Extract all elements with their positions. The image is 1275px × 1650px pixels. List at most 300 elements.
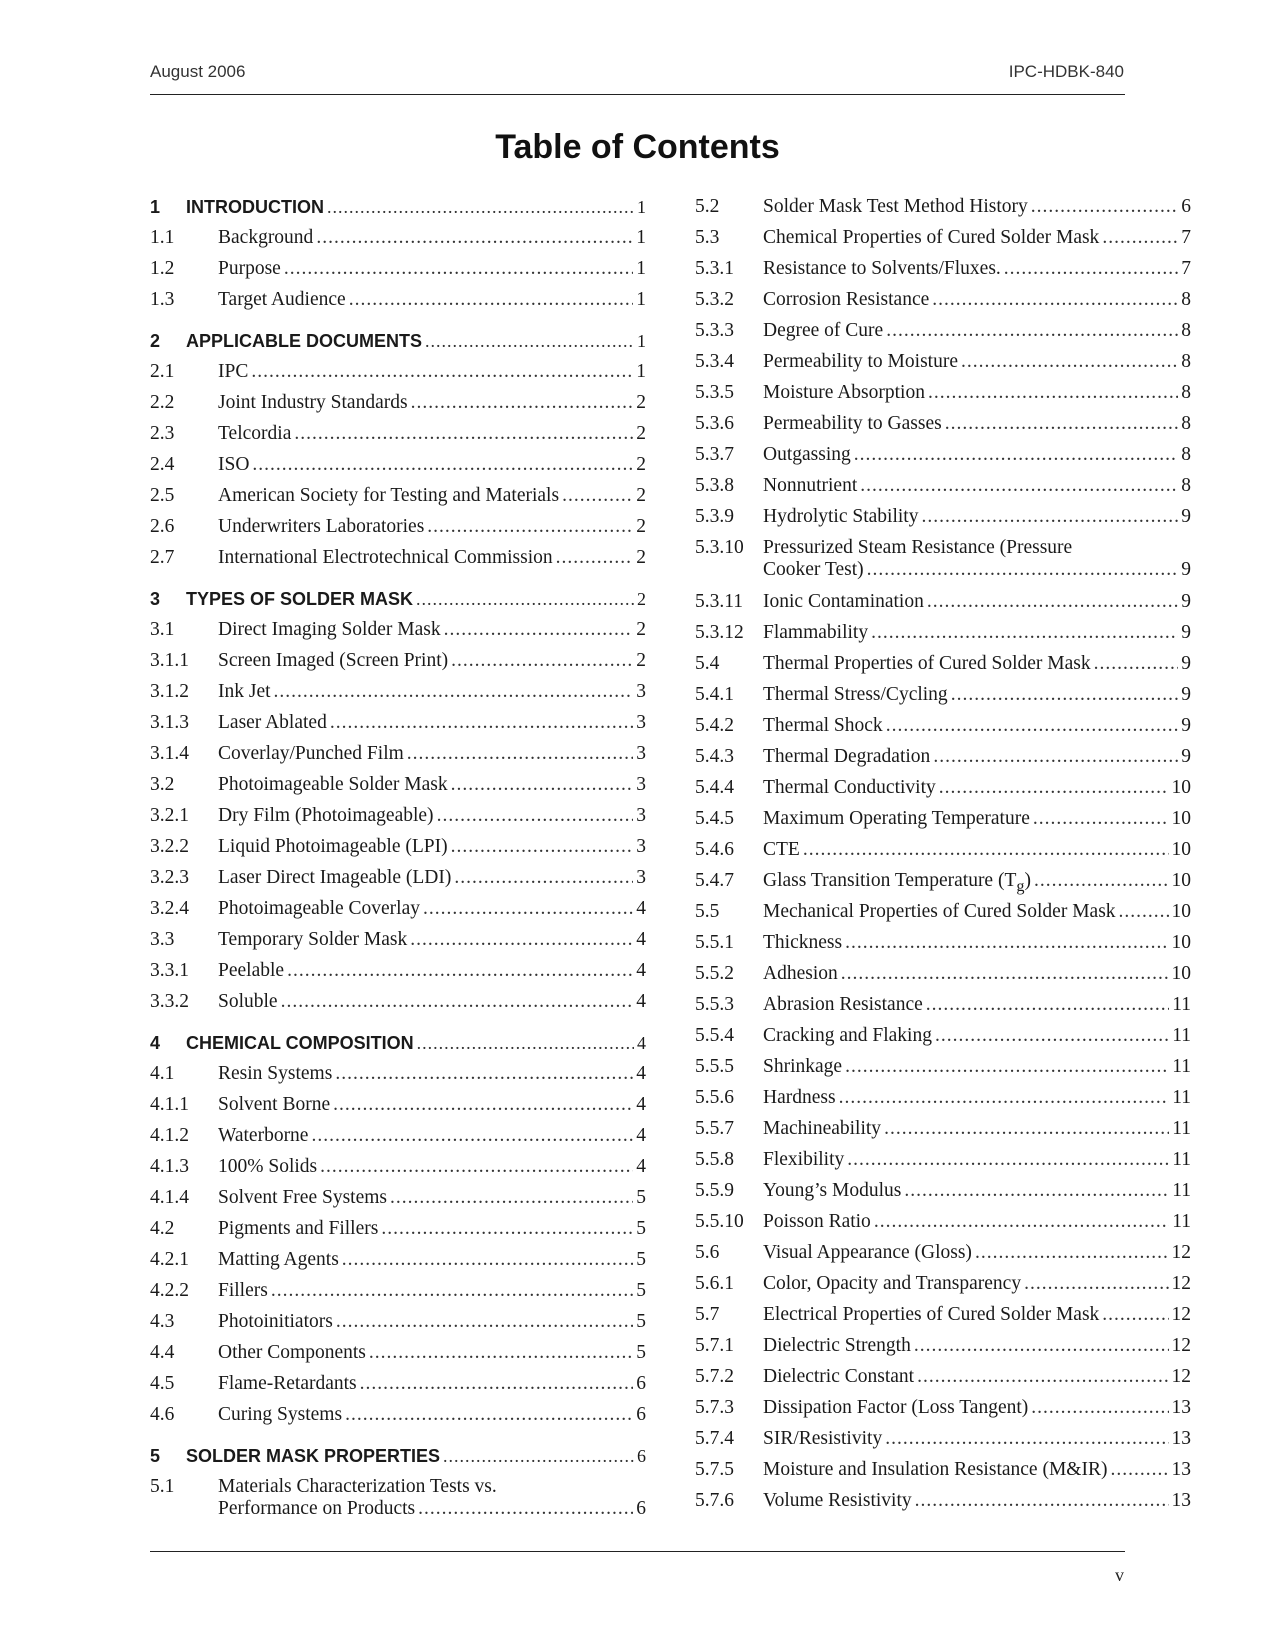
toc-entry-number: 2.3 — [150, 423, 175, 444]
toc-entry-number: 5.7.5 — [695, 1459, 734, 1480]
toc-entry-line — [763, 746, 1191, 768]
toc-entry-page: 5 — [636, 1187, 646, 1208]
toc-entry[interactable] — [695, 777, 1191, 808]
toc-entry-title-text: Corrosion Resistance — [763, 289, 930, 310]
dot-leader — [311, 1125, 633, 1147]
toc-entry-number: 3.1.2 — [150, 681, 189, 702]
toc-entry[interactable] — [695, 382, 1191, 413]
toc-entry-line — [218, 1187, 646, 1209]
toc-entry-number: 3.2.3 — [150, 867, 189, 888]
toc-entry-line — [763, 963, 1191, 985]
dot-leader — [281, 991, 634, 1013]
toc-entry-page: 3 — [636, 867, 646, 888]
toc-entry[interactable] — [695, 746, 1191, 777]
toc-entry-body — [763, 1397, 1191, 1419]
toc-entry[interactable] — [150, 681, 646, 712]
toc-entry-body — [763, 1490, 1191, 1512]
toc-entry-number: 5.4.6 — [695, 839, 734, 860]
toc-entry-body — [218, 1476, 646, 1520]
toc-entry-title — [763, 258, 1001, 280]
toc-entry-body — [763, 1025, 1191, 1047]
toc-entry-title — [763, 1025, 932, 1047]
toc-entry-body — [218, 1063, 646, 1085]
dot-leader — [904, 1180, 1169, 1202]
toc-entry-line — [763, 506, 1191, 528]
toc-entry[interactable] — [695, 653, 1191, 684]
toc-entry-title — [763, 870, 1031, 897]
toc-entry[interactable] — [695, 1118, 1191, 1149]
toc-entry[interactable] — [150, 929, 646, 960]
toc-entry-line — [763, 1273, 1191, 1295]
toc-entry-body — [763, 1056, 1191, 1078]
toc-entry-title — [218, 991, 278, 1013]
toc-entry-body — [763, 475, 1191, 497]
toc-entry-page: 10 — [1171, 839, 1191, 860]
toc-entry[interactable] — [150, 1063, 646, 1094]
toc-entry-line — [218, 960, 646, 982]
toc-entry-body — [218, 1280, 646, 1302]
toc-entry-number: 3.2.1 — [150, 805, 189, 826]
toc-entry-page: 10 — [1171, 932, 1191, 953]
toc-entry-page: 10 — [1171, 808, 1191, 829]
toc-entry-body — [763, 1459, 1191, 1481]
toc-entry-number: 4.1.4 — [150, 1187, 189, 1208]
toc-entry-line — [218, 1156, 646, 1178]
toc-entry-title — [763, 777, 936, 799]
toc-entry[interactable] — [150, 1476, 646, 1530]
toc-entry-title-text: Other Components — [218, 1342, 366, 1363]
dot-leader — [360, 1373, 634, 1395]
dot-leader — [867, 559, 1179, 581]
toc-entry[interactable] — [150, 1187, 646, 1218]
toc-entry-title-text: Visual Appearance (Gloss) — [763, 1242, 972, 1263]
toc-entry-body — [218, 547, 646, 569]
toc-entry-number: 5.3.6 — [695, 413, 734, 434]
toc-entry-title — [186, 196, 324, 218]
toc-entry[interactable] — [695, 258, 1191, 289]
toc-section-entry[interactable] — [150, 1445, 646, 1476]
toc-entry-number: 2.6 — [150, 516, 175, 537]
toc-entry-body — [218, 392, 646, 414]
toc-entry[interactable] — [695, 1335, 1191, 1366]
toc-entry-title-text: Background — [218, 227, 314, 248]
toc-entry-title — [218, 1404, 342, 1426]
toc-entry[interactable] — [695, 320, 1191, 351]
dot-leader — [294, 423, 633, 445]
toc-entry-title — [763, 901, 1116, 923]
toc-entry[interactable] — [150, 1218, 646, 1249]
toc-entry-page: 11 — [1172, 1118, 1191, 1139]
dot-leader — [425, 330, 634, 352]
toc-entry[interactable] — [695, 1366, 1191, 1397]
dot-leader — [1034, 870, 1169, 892]
toc-entry-number: 5.5.6 — [695, 1087, 734, 1108]
toc-entry[interactable] — [150, 392, 646, 423]
toc-entry[interactable] — [150, 991, 646, 1022]
toc-entry-page: 4 — [636, 898, 646, 919]
toc-entry[interactable] — [150, 485, 646, 516]
toc-entry[interactable] — [695, 1428, 1191, 1459]
toc-entry[interactable] — [695, 227, 1191, 258]
toc-entry[interactable] — [695, 1242, 1191, 1273]
toc-entry-body — [186, 196, 646, 218]
toc-entry[interactable] — [150, 1125, 646, 1156]
toc-entry-page: 3 — [636, 805, 646, 826]
toc-entry[interactable] — [150, 1342, 646, 1373]
toc-entry-title-text: Abrasion Resistance — [763, 994, 923, 1015]
toc-entry-page: 13 — [1171, 1397, 1191, 1418]
toc-entry-title-text: Underwriters Laboratories — [218, 516, 425, 537]
toc-entry[interactable] — [695, 901, 1191, 932]
toc-entry-body — [763, 777, 1191, 799]
toc-entry-number: 2.7 — [150, 547, 175, 568]
toc-entry[interactable] — [150, 361, 646, 392]
toc-entry-title — [763, 444, 851, 466]
toc-entry-title-text: Soluble — [218, 991, 278, 1012]
toc-entry-title — [218, 1280, 268, 1302]
toc-entry-number: 5.5.10 — [695, 1211, 744, 1232]
toc-entry-number: 5.7.3 — [695, 1397, 734, 1418]
toc-entry-title-text: Flexibility — [763, 1149, 845, 1170]
toc-entry[interactable] — [150, 1280, 646, 1311]
header-doc-id: IPC-HDBK-840 — [1008, 62, 1124, 81]
toc-entry[interactable] — [695, 591, 1191, 622]
toc-entry-line — [763, 870, 1191, 897]
toc-entry-line — [218, 258, 646, 280]
toc-entry-line — [763, 320, 1191, 342]
toc-entry-page: 12 — [1171, 1366, 1191, 1387]
toc-entry[interactable] — [695, 839, 1191, 870]
toc-entry-number: 5.5.5 — [695, 1056, 734, 1077]
toc-entry-number: 4.1 — [150, 1063, 175, 1084]
toc-entry[interactable] — [695, 1056, 1191, 1087]
toc-entry[interactable] — [150, 712, 646, 743]
toc-entry-line — [218, 485, 646, 507]
toc-entry-number: 5 — [150, 1446, 161, 1466]
toc-entry[interactable] — [150, 743, 646, 774]
toc-entry-title-text: Photoimageable Coverlay — [218, 898, 420, 919]
toc-entry-number: 5.3.5 — [695, 382, 734, 403]
dot-leader — [330, 712, 633, 734]
toc-entry-body — [763, 901, 1191, 923]
toc-entry-page: 5 — [636, 1249, 646, 1270]
toc-entry-number: 4.4 — [150, 1342, 175, 1363]
toc-entry-title — [763, 382, 925, 404]
toc-entry[interactable] — [695, 932, 1191, 963]
toc-entry-title — [218, 712, 327, 734]
page-number: v — [1115, 1565, 1124, 1585]
toc-entry[interactable] — [150, 867, 646, 898]
toc-entry-body — [763, 196, 1191, 218]
toc-entry[interactable] — [695, 963, 1191, 994]
toc-entry-line — [218, 1063, 646, 1085]
toc-entry-title-text: Liquid Photoimageable (LPI) — [218, 836, 448, 857]
toc-entry-title-tail: ) — [1024, 870, 1031, 891]
toc-entry[interactable] — [695, 413, 1191, 444]
toc-entry[interactable] — [150, 547, 646, 578]
toc-entry-title — [218, 619, 441, 641]
toc-entry-page: 8 — [1181, 382, 1191, 403]
toc-entry-title — [218, 1125, 308, 1147]
toc-entry-number: 5.5.9 — [695, 1180, 734, 1201]
toc-entry-line — [186, 1032, 646, 1054]
toc-entry[interactable] — [150, 516, 646, 547]
toc-entry-number: 5.5.3 — [695, 994, 734, 1015]
toc-entry-line — [763, 994, 1191, 1016]
toc-entry-page: 2 — [636, 423, 646, 444]
toc-entry-body — [186, 588, 646, 610]
toc-entry[interactable] — [695, 715, 1191, 746]
dot-leader — [860, 475, 1178, 497]
toc-entry-title-text: Glass Transition Temperature (T — [763, 870, 1017, 891]
toc-entry-line — [763, 258, 1191, 280]
toc-entry[interactable] — [695, 622, 1191, 653]
toc-entry[interactable] — [695, 870, 1191, 901]
dot-leader — [454, 867, 633, 889]
toc-entry-number: 4.1.3 — [150, 1156, 189, 1177]
toc-entry-title — [763, 1273, 1021, 1295]
toc-entry-body — [763, 227, 1191, 249]
toc-entry-line — [763, 1242, 1191, 1264]
toc-entry[interactable] — [150, 258, 646, 289]
dot-leader — [935, 1025, 1169, 1047]
toc-entry-title — [218, 547, 553, 569]
page-title: Table of Contents — [495, 128, 780, 166]
dot-leader — [562, 485, 633, 507]
toc-entry-line — [763, 684, 1191, 706]
toc-entry-body — [218, 1373, 646, 1395]
toc-entry-title-text: Temporary Solder Mask — [218, 929, 408, 950]
toc-entry-number: 3.2 — [150, 774, 175, 795]
dot-leader — [444, 619, 634, 641]
toc-entry-line — [218, 1094, 646, 1116]
toc-entry-number: 5.3.11 — [695, 591, 744, 612]
toc-entry-line — [218, 1249, 646, 1271]
toc-entry[interactable] — [150, 1249, 646, 1280]
toc-entry-page: 5 — [636, 1280, 646, 1301]
toc-entry-page: 10 — [1171, 870, 1191, 891]
toc-entry-number: 2.4 — [150, 454, 175, 475]
toc-entry[interactable] — [150, 774, 646, 805]
toc-entry-page: 12 — [1171, 1304, 1191, 1325]
toc-entry-page: 6 — [636, 1498, 646, 1519]
toc-entry-title — [218, 1187, 387, 1209]
toc-entry-line — [763, 1304, 1191, 1326]
toc-entry-line — [218, 774, 646, 796]
toc-entry[interactable] — [695, 444, 1191, 475]
toc-entry[interactable] — [150, 836, 646, 867]
toc-entry[interactable] — [150, 619, 646, 650]
toc-entry-title — [763, 653, 1091, 675]
toc-entry[interactable] — [150, 1404, 646, 1435]
toc-entry[interactable] — [695, 1149, 1191, 1180]
toc-entry-title-text: Hardness — [763, 1087, 836, 1108]
toc-entry[interactable] — [695, 475, 1191, 506]
toc-entry-page: 8 — [1181, 320, 1191, 341]
toc-entry-body — [218, 1249, 646, 1271]
dot-leader — [335, 1063, 633, 1085]
toc-entry[interactable] — [695, 808, 1191, 839]
toc-entry-page: 12 — [1171, 1242, 1191, 1263]
toc-entry[interactable] — [695, 1459, 1191, 1490]
toc-entry[interactable] — [695, 1490, 1191, 1521]
toc-entry-title-text: Flammability — [763, 622, 869, 643]
toc-entry[interactable] — [150, 289, 646, 320]
toc-entry-line — [218, 712, 646, 734]
toc-section-entry[interactable] — [150, 1032, 646, 1063]
toc-entry[interactable] — [150, 1311, 646, 1342]
dot-leader — [410, 929, 633, 951]
dot-leader — [921, 506, 1178, 528]
toc-entry-line — [763, 591, 1191, 613]
toc-entry[interactable] — [695, 1273, 1191, 1304]
toc-entry-body — [763, 808, 1191, 830]
toc-entry[interactable] — [150, 960, 646, 991]
toc-entry-page: 10 — [1171, 901, 1191, 922]
toc-entry-title-text: Dissipation Factor (Loss Tangent) — [763, 1397, 1029, 1418]
toc-entry-title-text: Thickness — [763, 932, 843, 953]
toc-entry-number: 1.1 — [150, 227, 175, 248]
dot-leader — [1031, 1397, 1168, 1419]
toc-entry-line — [218, 898, 646, 920]
toc-entry-line — [763, 227, 1191, 249]
toc-entry-title-text: Waterborne — [218, 1125, 309, 1146]
dot-leader — [443, 1445, 634, 1467]
toc-entry-body — [218, 1404, 646, 1426]
toc-entry[interactable] — [695, 684, 1191, 715]
toc-entry[interactable] — [150, 1373, 646, 1404]
toc-entry-title — [763, 684, 948, 706]
toc-entry-title — [218, 227, 313, 249]
toc-entry[interactable] — [150, 423, 646, 454]
toc-entry-line — [763, 901, 1191, 923]
toc-entry-number: 3.3.1 — [150, 960, 189, 981]
toc-entry-page: 4 — [636, 929, 646, 950]
toc-entry-body — [218, 1342, 646, 1364]
toc-entry[interactable] — [695, 1180, 1191, 1211]
toc-entry-page: 4 — [636, 991, 646, 1012]
dot-leader — [345, 1404, 633, 1426]
toc-section-entry[interactable] — [150, 196, 646, 227]
toc-entry-body — [218, 898, 646, 920]
toc-entry-page: 11 — [1172, 1211, 1191, 1232]
toc-entry-line — [218, 650, 646, 672]
toc-entry-page: 2 — [636, 392, 646, 413]
toc-entry-number: 5.5.8 — [695, 1149, 734, 1170]
dot-leader — [1033, 808, 1169, 830]
toc-entry-title-text: Color, Opacity and Transparency — [763, 1273, 1022, 1294]
toc-entry-line — [763, 839, 1191, 861]
toc-entry[interactable] — [695, 1211, 1191, 1242]
toc-entry-page: 11 — [1172, 1149, 1191, 1170]
toc-entry-page: 6 — [1181, 196, 1191, 217]
toc-entry-body — [763, 537, 1191, 581]
toc-section-entry[interactable] — [150, 330, 646, 361]
toc-entry-line — [218, 516, 646, 538]
toc-entry-line — [218, 1280, 646, 1302]
toc-entry-body — [763, 963, 1191, 985]
toc-entry-number: 1.2 — [150, 258, 175, 279]
toc-entry-title — [218, 743, 404, 765]
dot-leader — [915, 1490, 1169, 1512]
toc-entry[interactable] — [150, 650, 646, 681]
toc-entry-body — [763, 1428, 1191, 1450]
toc-entry-line — [763, 808, 1191, 830]
toc-entry[interactable] — [695, 506, 1191, 537]
toc-left-column — [150, 196, 646, 1530]
toc-entry[interactable] — [695, 351, 1191, 382]
toc-entry-number: 5.6.1 — [695, 1273, 734, 1294]
dot-leader — [451, 836, 634, 858]
dot-leader — [451, 774, 634, 796]
toc-entry[interactable] — [695, 1304, 1191, 1335]
toc-entry[interactable] — [150, 1156, 646, 1187]
toc-entry-page: 2 — [637, 589, 646, 609]
dot-leader — [407, 743, 633, 765]
toc-entry[interactable] — [695, 994, 1191, 1025]
toc-entry-title — [218, 258, 281, 280]
toc-entry[interactable] — [695, 537, 1191, 591]
dot-leader — [342, 1249, 633, 1271]
toc-entry-body — [218, 805, 646, 827]
toc-entry[interactable] — [150, 1094, 646, 1125]
dot-leader — [274, 681, 634, 703]
toc-entry-number: 3.1.1 — [150, 650, 189, 671]
dot-leader — [251, 361, 633, 383]
dot-leader — [884, 1118, 1169, 1140]
toc-entry-title-text: Resistance to Solvents/Fluxes. — [763, 258, 1001, 279]
toc-entry-page: 3 — [636, 774, 646, 795]
toc-entry-page: 11 — [1172, 1025, 1191, 1046]
toc-entry-title: Pressurized Steam Resistance (Pressure — [763, 537, 1073, 558]
toc-entry-title-text: Dry Film (Photoimageable) — [218, 805, 434, 826]
toc-entry-body — [218, 361, 646, 383]
toc-entry-page: 9 — [1181, 746, 1191, 767]
dot-leader — [939, 777, 1169, 799]
toc-entry-title — [763, 351, 958, 373]
toc-entry-line — [763, 1211, 1191, 1233]
toc-entry-title — [218, 681, 271, 703]
toc-entry[interactable] — [695, 289, 1191, 320]
toc-entry[interactable] — [150, 805, 646, 836]
toc-entry[interactable] — [695, 1025, 1191, 1056]
toc-entry-line — [218, 361, 646, 383]
toc-entry[interactable] — [695, 1397, 1191, 1428]
toc-entry-title-text: Thermal Conductivity — [763, 777, 936, 798]
toc-entry-body — [763, 1180, 1191, 1202]
toc-entry-number: 3.1.4 — [150, 743, 189, 764]
toc-entry[interactable] — [695, 1087, 1191, 1118]
toc-entry-page: 11 — [1172, 994, 1191, 1015]
toc-entry-body — [763, 444, 1191, 466]
toc-entry[interactable] — [150, 227, 646, 258]
toc-entry-body — [218, 423, 646, 445]
toc-entry-body — [763, 289, 1191, 311]
dot-leader — [847, 1149, 1169, 1171]
toc-entry[interactable] — [695, 196, 1191, 227]
toc-entry-title — [218, 898, 420, 920]
toc-entry-page: 2 — [636, 547, 646, 568]
toc-entry[interactable] — [150, 454, 646, 485]
toc-entry-page: 5 — [636, 1311, 646, 1332]
toc-section-entry[interactable] — [150, 588, 646, 619]
toc-entry-page: 8 — [1181, 351, 1191, 372]
toc-entry[interactable] — [150, 898, 646, 929]
toc-entry-line — [218, 1311, 646, 1333]
toc-entry-page: 2 — [636, 516, 646, 537]
toc-entry-page: 6 — [637, 1446, 646, 1466]
toc-entry-title-text: Matting Agents — [218, 1249, 339, 1270]
